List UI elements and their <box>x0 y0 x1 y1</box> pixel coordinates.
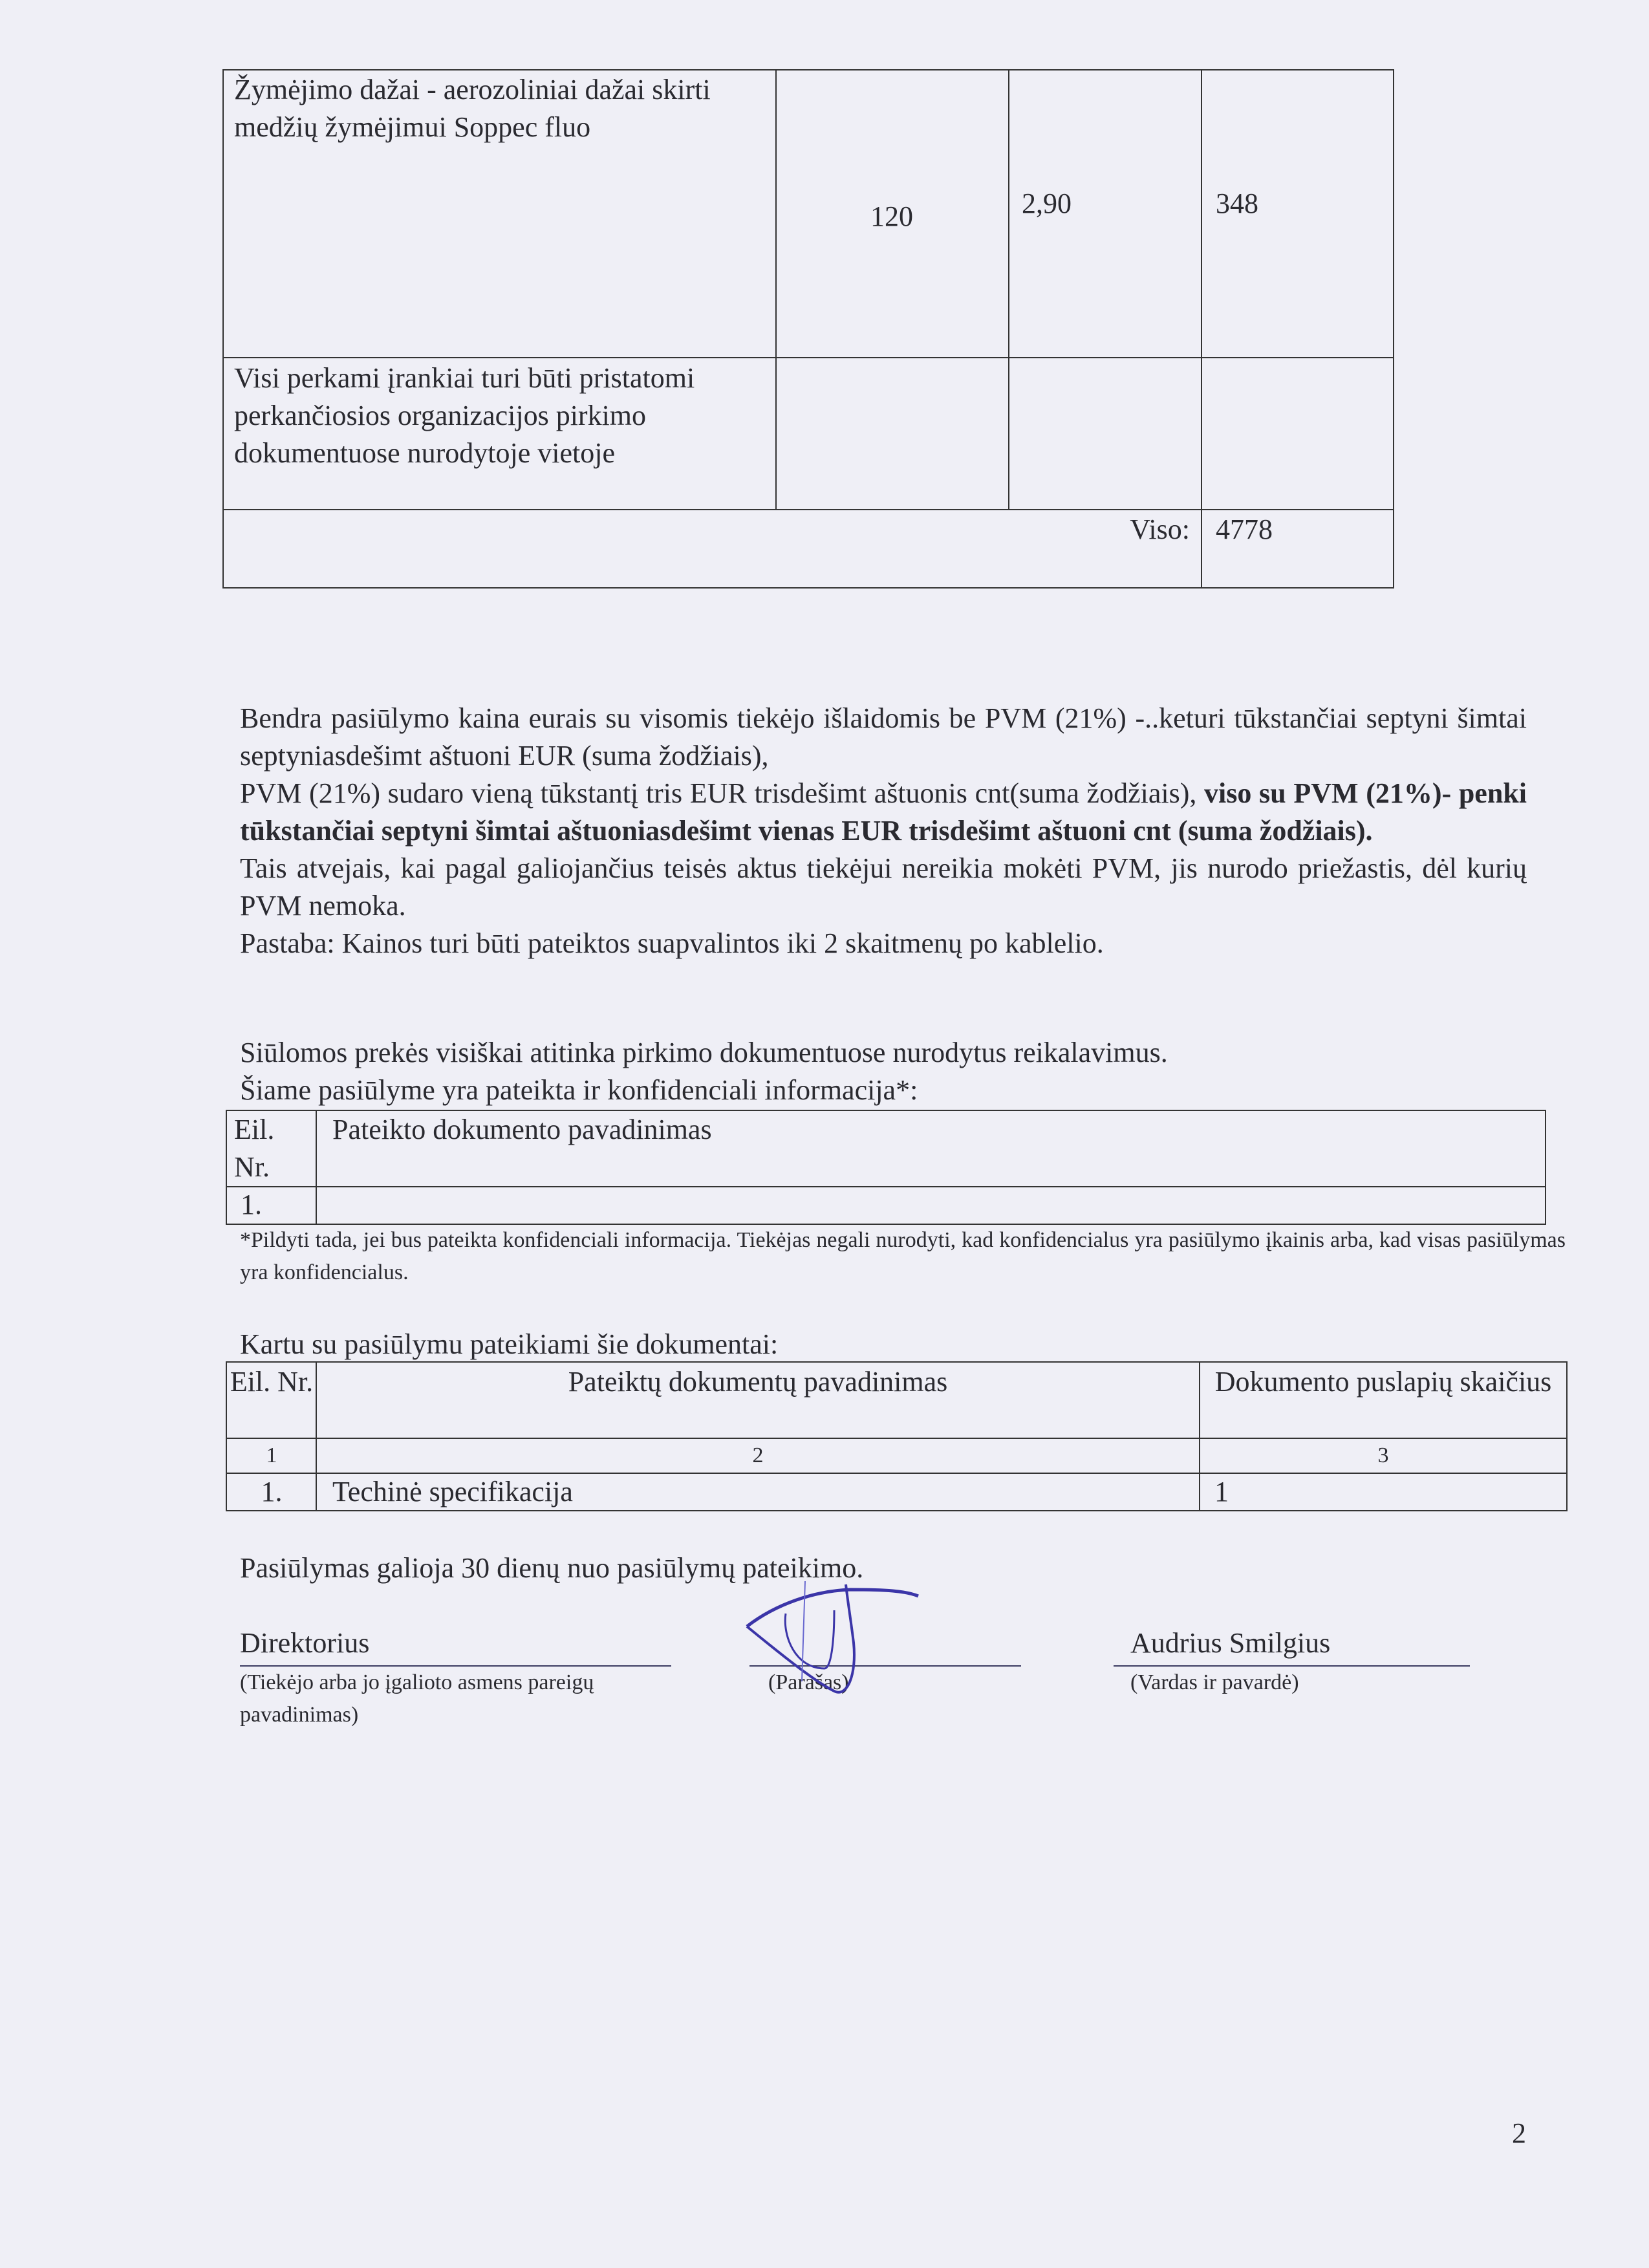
row-nr: 1. <box>261 1476 283 1507</box>
handwritten-signature <box>737 1578 1035 1714</box>
name-caption: (Vardas ir pavardė) <box>1130 1670 1299 1694</box>
confidential-footnote: *Pildyti tada, jei bus pateikta konfidenciali informacija. Tiekėjas negali nurodyti, kad konfidencialus yra pasiūlymo įkainis arba, kad visas pasiūlymas yra konfidencialus. <box>240 1228 1566 1284</box>
confidential-intro: Šiame pasiūlyme yra pateikta ir konfidenciali informacija*: <box>240 1074 918 1106</box>
row-page-count: 1 <box>1214 1476 1229 1507</box>
signature-caption: (Parašas) <box>768 1670 849 1694</box>
price-without-vat: Bendra pasiūlymo kaina eurais su visomis tiekėjo išlaidomis be PVM (21%) -..keturi tūkstančiai septyni šimtai septyniasdešimt aštuoni EUR (suma žodžiais), <box>240 702 1527 772</box>
vat-exemption-note: Tais atvejais, kai pagal galiojančius teisės aktus tiekėjui nereikia mokėti PVM, jis nurodo priežastis, dėl kurių PVM nemoka. <box>240 852 1527 922</box>
position-caption: (Tiekėjo arba jo įgalioto asmens pareigų pavadinimas) <box>240 1670 594 1727</box>
column-header-document-name: Pateikto dokumento pavadinimas <box>332 1114 712 1145</box>
item-total: 348 <box>1216 188 1258 219</box>
price-with-vat: viso su PVM (21%)- penki tūkstančiai septyni šimtai aštuoniasdešimt vienas EUR trisdešimt aštuoni cnt (suma žodžiais). <box>240 777 1527 847</box>
price-text <box>240 700 1527 962</box>
index-cell: 3 <box>1377 1443 1389 1467</box>
column-header-page-count: Dokumento puslapių skaičius <box>1214 1366 1552 1398</box>
compliance-statement: Siūlomos prekės visiškai atitinka pirkimo dokumentuose nurodytus reikalavimus. <box>240 1037 1168 1068</box>
total-label: Viso: <box>1130 513 1190 545</box>
column-header-nr: Eil. Nr. <box>234 1114 275 1183</box>
item-quantity: 120 <box>870 200 913 232</box>
validity-statement: Pasiūlymas galioja 30 dienų nuo pasiūlymų pateikimo. <box>240 1552 864 1584</box>
column-header-nr: Eil. Nr. <box>230 1366 314 1398</box>
signer-name: Audrius Smilgius <box>1130 1627 1331 1659</box>
rounding-note: Pastaba: Kainos turi būti pateiktos suapvalintos iki 2 skaitmenų po kablelio. <box>240 927 1104 959</box>
index-cell: 1 <box>266 1443 277 1467</box>
index-cell: 2 <box>752 1443 764 1467</box>
item-name: Visi perkami įrankiai turi būti pristatomi perkančiosios organizacijos pirkimo dokumentuose nurodytoje vietoje <box>234 362 695 469</box>
row-nr: 1. <box>241 1189 262 1220</box>
column-header-document-name: Pateiktų dokumentų pavadinimas <box>568 1366 948 1398</box>
page-number: 2 <box>1512 2117 1526 2149</box>
item-unit-price: 2,90 <box>1022 188 1072 219</box>
row-document-name: Techinė specifikacija <box>332 1476 573 1507</box>
vat-amount: PVM (21%) sudaro vieną tūkstantį tris EUR trisdešimt aštuonis cnt(suma žodžiais), <box>240 777 1205 809</box>
documents-intro: Kartu su pasiūlymu pateikiami šie dokumentai: <box>240 1328 779 1360</box>
item-name: Žymėjimo dažai - aerozoliniai dažai skirti medžių žymėjimui Soppec fluo <box>234 74 711 143</box>
position-title: Direktorius <box>240 1627 370 1659</box>
total-value: 4778 <box>1216 513 1273 545</box>
